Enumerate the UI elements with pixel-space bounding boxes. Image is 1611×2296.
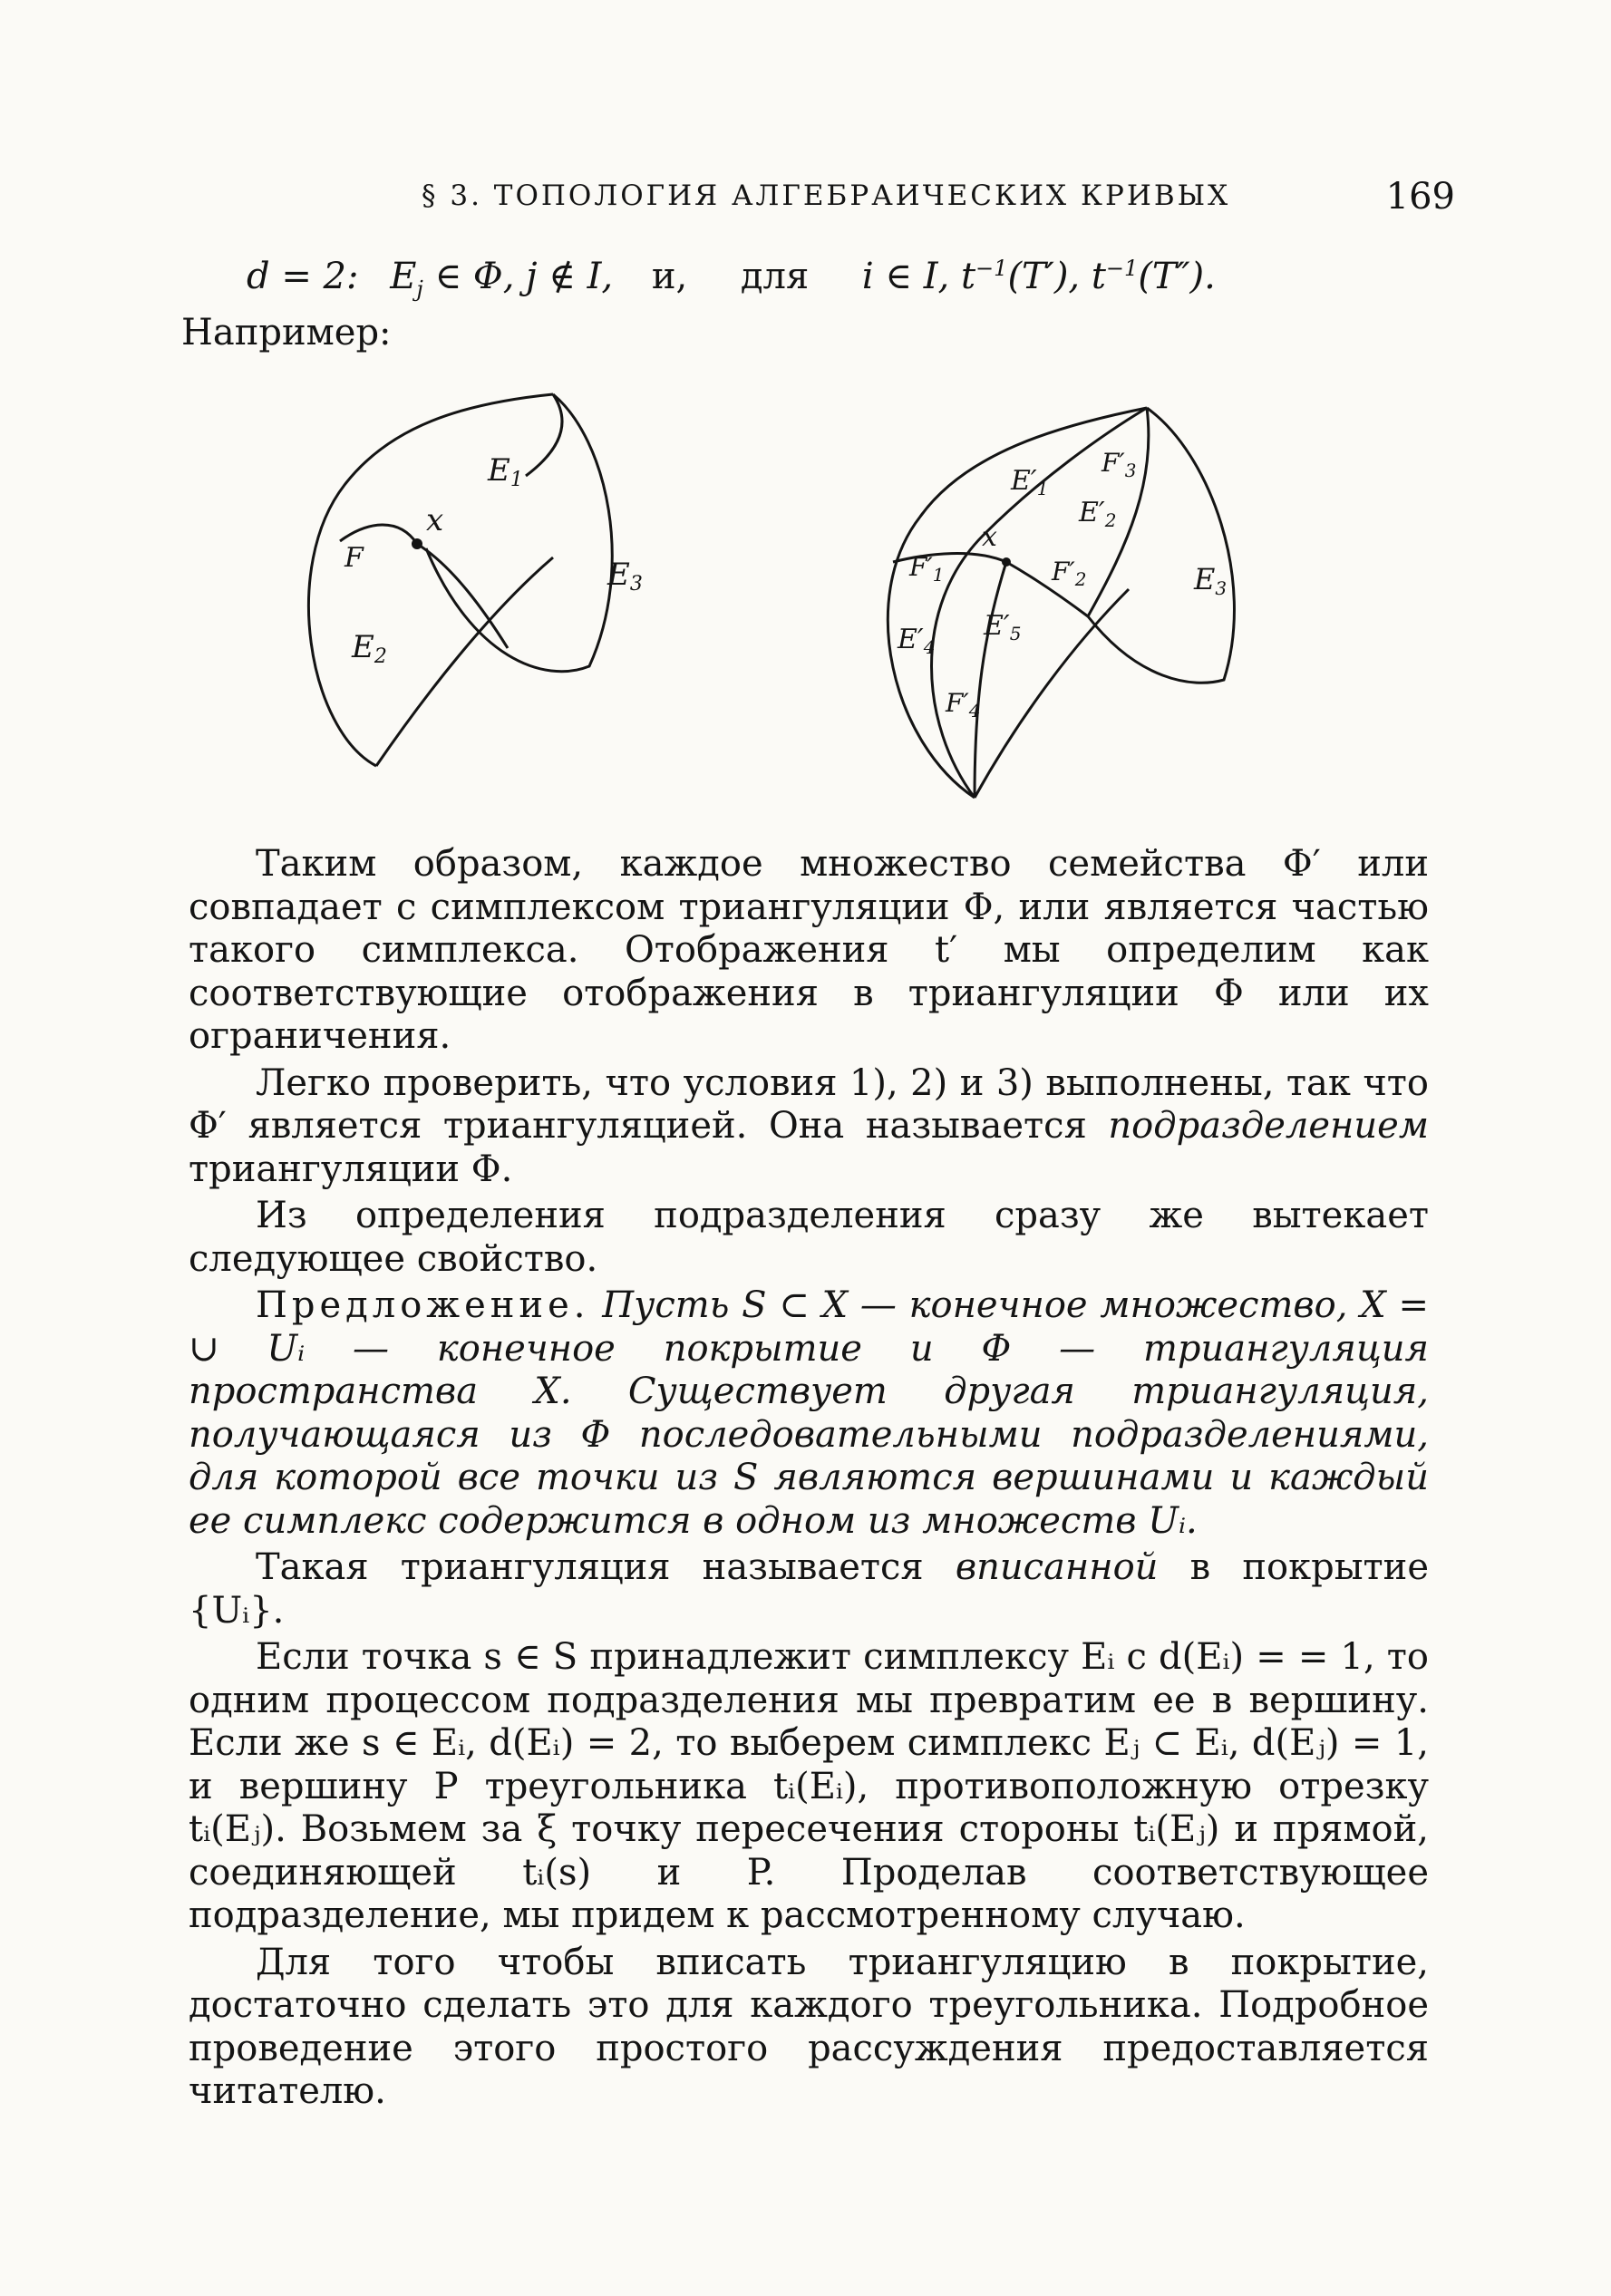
left-label-e2: E2 bbox=[352, 629, 387, 668]
formula-part2: E bbox=[390, 256, 417, 297]
paragraph-7: Для того чтобы вписать триангуляцию в покрытие, достаточно сделать это для каждого треугольника. Подробное проведение этого простого рассуждения предоставляется читателю. bbox=[189, 1941, 1429, 2112]
formula-part5: (T′ bbox=[1007, 256, 1054, 297]
figure-left bbox=[290, 385, 671, 793]
right-label-x: x bbox=[982, 521, 997, 553]
term-inscribed: вписанной bbox=[955, 1546, 1159, 1588]
right-label-e3: E3 bbox=[1194, 562, 1228, 599]
running-header bbox=[190, 176, 1455, 225]
formula-part6: ), t bbox=[1053, 256, 1106, 297]
formula-for: для bbox=[740, 256, 810, 297]
right-label-e5p: $E'_5$ bbox=[984, 610, 1022, 644]
left-e1-top-arc bbox=[526, 394, 562, 476]
right-label-e2p: $E'_2$ bbox=[1079, 497, 1117, 531]
paragraph-2: Легко проверить, что условия 1), 2) и 3) выполнены, так что Φ′ является триангуляцией. Она называется подразделением триангуляции Φ. bbox=[189, 1061, 1429, 1190]
left-outer-arc bbox=[308, 394, 553, 766]
paragraph-proposition bbox=[189, 1284, 1429, 1543]
paragraph-3: Из определения подразделения сразу же вытекает следующее свойство. bbox=[189, 1195, 1429, 1280]
formula-part7: (T″ bbox=[1138, 256, 1190, 297]
formula-part3: ∈ Φ, j ∉ I, bbox=[434, 256, 614, 297]
left-label-e1: E1 bbox=[488, 452, 523, 491]
figure-right bbox=[857, 399, 1292, 807]
formula-part8: ). bbox=[1189, 256, 1216, 297]
right-point-x bbox=[1002, 557, 1011, 567]
right-label-f3p: $F'_3$ bbox=[1101, 448, 1137, 481]
body-text bbox=[189, 843, 1429, 2117]
proposition-label: Предложение. bbox=[256, 1284, 590, 1326]
right-label-f1p: $F'_1$ bbox=[909, 552, 945, 586]
left-point-x bbox=[412, 538, 422, 549]
formula-sub-j: j bbox=[416, 276, 423, 302]
header-title: § 3. ТОПОЛОГИЯ АЛГЕБРАИЧЕСКИХ КРИВЫХ bbox=[422, 179, 1231, 212]
paragraph-6: Если точка s ∈ S принадлежит симплексу Eᵢ с d(Eᵢ) = = 1, то одним процессом подразделения мы превратим ее в вершину. Если же s ∈ Eᵢ, d(Eᵢ) = 2, то выберем симплекс Eⱼ ⊂ Eᵢ, d(Eⱼ) = 1, и вершину P треугольника tᵢ(Eᵢ), противоположную отрезку tᵢ(Eⱼ). Возьмем за ξ точку пересечения стороны tᵢ(Eⱼ) и прямой, соединяющей tᵢ(s) и P. Проделав соответствующее подразделение, мы придем к рассмотренному случаю. bbox=[189, 1636, 1429, 1936]
example-label: Например: bbox=[181, 312, 392, 354]
left-right-curve bbox=[426, 394, 612, 672]
left-label-f: F bbox=[345, 542, 364, 574]
right-e5-curve bbox=[975, 562, 1006, 798]
page-number: 169 bbox=[1385, 176, 1455, 218]
formula-and: и, bbox=[651, 256, 688, 297]
formula-part1: d = 2: bbox=[247, 256, 359, 297]
right-label-f2p: $F'_2$ bbox=[1052, 557, 1087, 590]
left-label-e3: E3 bbox=[607, 557, 643, 596]
term-subdivision: подразделением bbox=[1108, 1105, 1429, 1147]
left-label-x: x bbox=[426, 502, 444, 538]
left-f-curve bbox=[340, 525, 417, 544]
right-label-e1p: $E'_1$ bbox=[1011, 465, 1049, 499]
right-label-e4p: $E'_4$ bbox=[898, 624, 936, 658]
right-label-f4p: $F'_4$ bbox=[946, 688, 981, 722]
proposition-text: Пусть S ⊂ X — конечное множество, X = ∪ Uᵢ — конечное покрытие и Φ — триангуляция пространства X. Существует другая триангуляция, получающаяся из Φ последовательными подразделениями, для которой все точки из S являются вершинами и каждый ее симплекс содержится в одном из множеств Uᵢ. bbox=[189, 1284, 1429, 1542]
paragraph-1: Таким образом, каждое множество семейства Φ′ или совпадает с симплексом триангуляции Φ, или является частью такого симплекса. Отображения t′ мы определим как соответствующие отображения в триангуляции Φ или их ограничения. bbox=[189, 843, 1429, 1057]
formula-part4: i ∈ I, t bbox=[861, 256, 976, 297]
paragraph-5: Такая триангуляция называется вписанной в покрытие {Uᵢ}. bbox=[189, 1546, 1430, 1632]
formula-line: d = 2: $E_j$ ∈ Φ, j ∉ I, и, для i ∈ I, t−1(T′), t−1(T″). bbox=[247, 256, 1216, 302]
